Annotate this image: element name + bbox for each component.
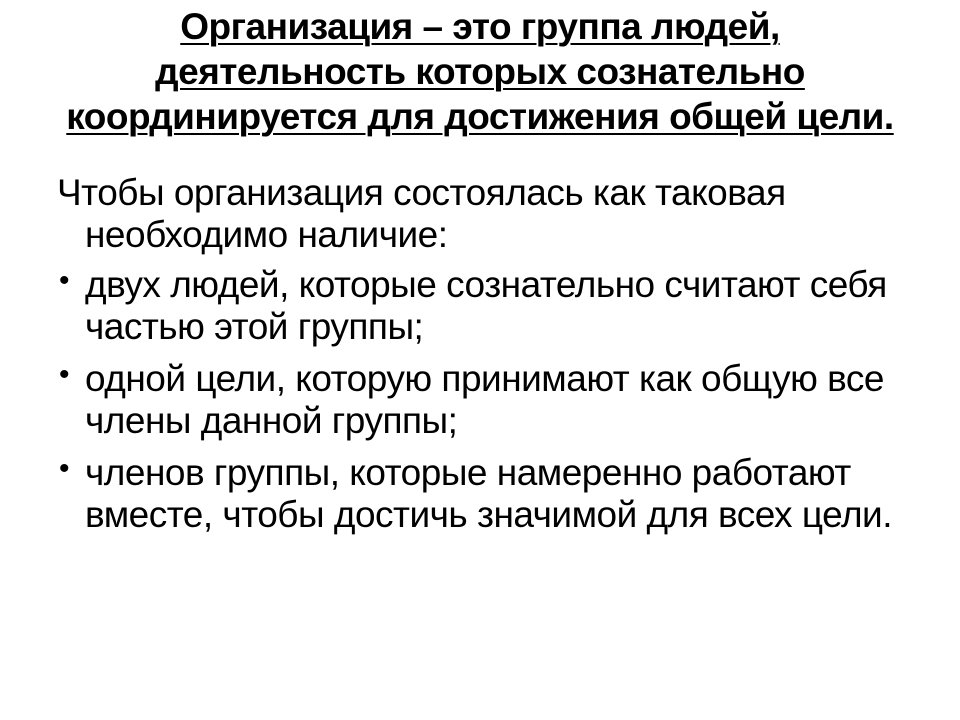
slide-body <box>57 172 935 536</box>
bullet-list <box>57 264 935 536</box>
bullet-text: членов группы, которые намеренно работают вместе, чтобы достичь значимой для всех цели. <box>85 452 893 535</box>
bullet-icon: • <box>59 358 70 391</box>
list-item <box>57 264 935 348</box>
bullet-icon: • <box>59 452 70 485</box>
bullet-icon: • <box>59 264 70 297</box>
list-item <box>57 452 935 536</box>
slide-title: Организация – это группа людей, деятельность которых сознательно координируется для достижения общей цели. <box>66 6 894 137</box>
bullet-text: двух людей, которые сознательно считают себя частью этой группы; <box>85 264 887 347</box>
list-item <box>57 358 935 442</box>
intro-paragraph: Чтобы организация состоялась как таковая необходимо наличие: <box>57 172 786 255</box>
bullet-text: одной цели, которую принимают как общую все члены данной группы; <box>85 358 885 441</box>
